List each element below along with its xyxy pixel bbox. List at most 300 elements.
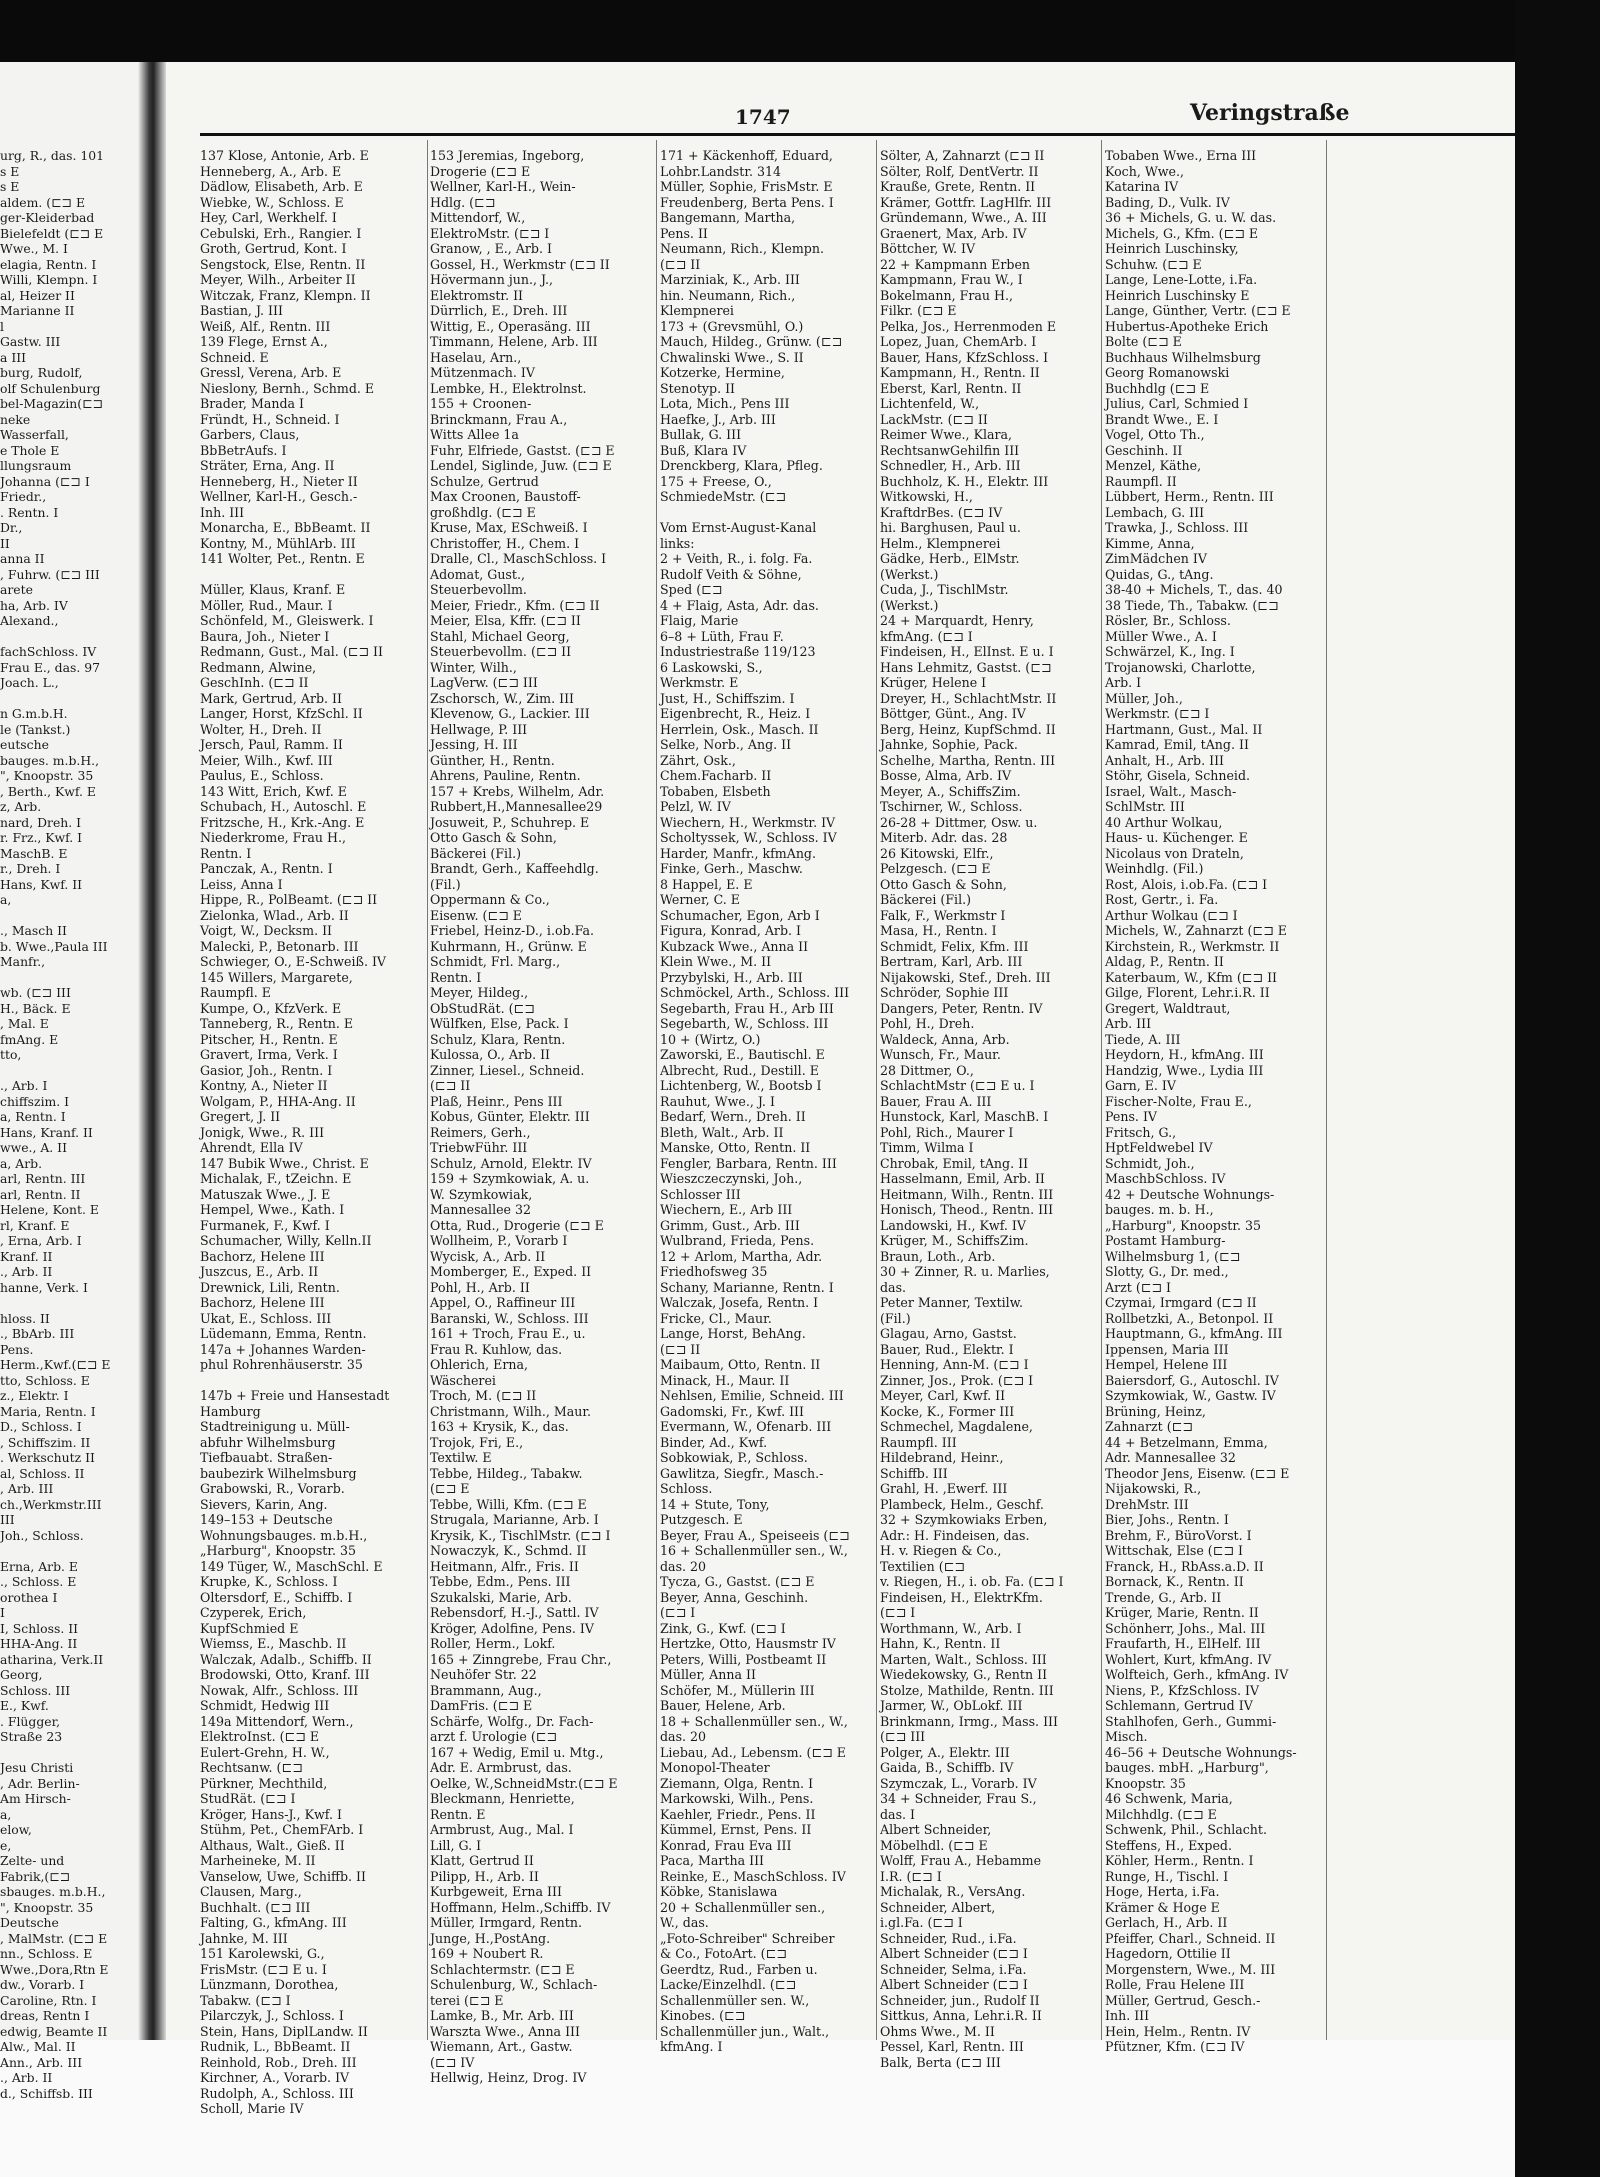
directory-line bbox=[0, 1543, 140, 1559]
directory-line: Gastw. III bbox=[0, 334, 61, 349]
directory-line: Przybylski, H., Arb. III bbox=[660, 969, 803, 985]
directory-line: nn., Schloss. E bbox=[0, 1946, 93, 1961]
directory-line: Klempnerei bbox=[660, 303, 734, 318]
directory-line: Pürkner, Mechthild, bbox=[200, 1775, 328, 1791]
directory-line: Meyer, Carl, Kwf. II bbox=[880, 1388, 1006, 1403]
directory-line: le (Tankst.) bbox=[0, 721, 71, 737]
directory-line: Jahnke, Sophie, Pack. bbox=[880, 737, 1018, 752]
directory-line: anna II bbox=[0, 551, 45, 566]
directory-line: Chem.Facharb. II bbox=[660, 768, 772, 783]
directory-line: Schallenmüller jun., Walt., bbox=[660, 2023, 830, 2039]
directory-column-1 bbox=[200, 148, 422, 2116]
directory-line: Hans, Kwf. II bbox=[0, 876, 83, 892]
directory-line: Böttcher, W. IV bbox=[880, 241, 976, 256]
directory-line: Bading, D., Vulk. IV bbox=[1105, 194, 1230, 210]
directory-line: Bullak, G. III bbox=[660, 427, 742, 442]
directory-line: Zaworski, E., Bautischl. E bbox=[660, 1047, 825, 1062]
directory-line: ., Masch II bbox=[0, 923, 67, 938]
directory-line: Ukat, E., Schloss. III bbox=[200, 1310, 332, 1326]
directory-line: 42 + Deutsche Wohnungs- bbox=[1105, 1186, 1275, 1202]
directory-line: Stein, Hans, DiplLandw. II bbox=[200, 2023, 368, 2039]
directory-line: Wycisk, A., Arb. II bbox=[430, 1248, 546, 1264]
directory-line: Heitmann, Wilh., Rentn. III bbox=[880, 1186, 1054, 1202]
directory-line: Manske, Otto, Rentn. II bbox=[660, 1140, 811, 1155]
directory-line: Mittendorf, W., bbox=[430, 210, 526, 225]
directory-line: Kröger, Adolfine, Pens. IV bbox=[430, 1620, 594, 1636]
directory-line: Schumacher, Egon, Arb I bbox=[660, 907, 820, 923]
directory-line: Cebulski, Erh., Rangier. I bbox=[200, 225, 362, 241]
directory-line: Koch, Wwe., bbox=[1105, 163, 1185, 179]
directory-line: Steuerbevollm. bbox=[430, 582, 527, 597]
directory-line: Ohlerich, Erna, bbox=[430, 1357, 528, 1372]
directory-line bbox=[0, 629, 140, 645]
directory-line: nard, Dreh. I bbox=[0, 814, 82, 830]
directory-line: ", Knoopstr. 35 bbox=[0, 768, 94, 783]
directory-line: Wolter, H., Dreh. II bbox=[200, 721, 322, 737]
directory-line: Walczak, Adalb., Schiffb. II bbox=[200, 1651, 372, 1667]
directory-line: 12 + Arlom, Martha, Adr. bbox=[660, 1248, 823, 1264]
directory-line: ElektroInst. (⊏⊐ E bbox=[200, 1729, 320, 1744]
directory-line: Michels, G., Kfm. (⊏⊐ E bbox=[1105, 225, 1259, 241]
directory-line: Wolgam, P., HHA-Ang. II bbox=[200, 1093, 356, 1109]
directory-line: Wolfteich, Gerh., kfmAng. IV bbox=[1105, 1667, 1289, 1682]
directory-line: Fraufarth, H., ElHelf. III bbox=[1105, 1636, 1261, 1651]
directory-line: Postamt Hamburg- bbox=[1105, 1233, 1226, 1248]
directory-line: Troch, M. (⊏⊐ II bbox=[430, 1388, 537, 1403]
directory-line: Sievers, Karin, Ang. bbox=[200, 1496, 328, 1512]
directory-line: Bielefeldt (⊏⊐ E bbox=[0, 225, 104, 241]
directory-line: 145 Willers, Margarete, bbox=[200, 969, 353, 985]
directory-line: Meyer, Hildeg., bbox=[430, 985, 529, 1000]
directory-line: Dürrlich, E., Dreh. III bbox=[430, 303, 568, 318]
directory-line: Waldeck, Anna, Arb. bbox=[880, 1031, 1010, 1047]
directory-line: 46–56 + Deutsche Wohnungs- bbox=[1105, 1744, 1297, 1760]
directory-line: Strugala, Marianne, Arb. I bbox=[430, 1512, 599, 1527]
directory-line: Pelzl, W. IV bbox=[660, 799, 731, 814]
directory-line: a III bbox=[0, 349, 27, 365]
directory-line: edwig, Beamte II bbox=[0, 2023, 108, 2039]
directory-line: Tobaben, Elsbeth bbox=[660, 783, 771, 799]
directory-line: al, Schloss. II bbox=[0, 1465, 85, 1481]
directory-line: Mützenmach. IV bbox=[430, 365, 535, 380]
directory-line: Schmidt, Joh., bbox=[1105, 1155, 1195, 1171]
directory-line: Peter Manner, Textilw. bbox=[880, 1295, 1023, 1310]
directory-line bbox=[200, 1373, 422, 1389]
directory-line: Henning, Ann-M. (⊏⊐ I bbox=[880, 1357, 1029, 1372]
directory-line: Schneider, jun., Rudolf II bbox=[880, 1992, 1040, 2008]
directory-line: Zielonka, Wlad., Arb. II bbox=[200, 907, 349, 923]
directory-line: Raumpfl. E bbox=[200, 985, 271, 1000]
directory-line: Dädlow, Elisabeth, Arb. E bbox=[200, 179, 363, 194]
directory-line: Gadomski, Fr., Kwf. III bbox=[660, 1403, 804, 1419]
directory-line: Freudenberg, Berta Pens. I bbox=[660, 194, 834, 210]
directory-line: Falk, F., Werkmstr I bbox=[880, 907, 1006, 923]
directory-line: das. I bbox=[880, 1806, 916, 1822]
directory-line: SchlachtMstr (⊏⊐ E u. I bbox=[880, 1078, 1035, 1093]
directory-line: Hildebrand, Heinr., bbox=[880, 1450, 1004, 1465]
directory-line: elow, bbox=[0, 1822, 32, 1837]
directory-line: Junge, H.,PostAng. bbox=[430, 1930, 551, 1946]
directory-line: Schiffb. III bbox=[880, 1465, 948, 1481]
directory-line: Redmann, Gust., Mal. (⊏⊐ II bbox=[200, 644, 383, 659]
directory-line: Adr. Mannesallee 32 bbox=[1105, 1450, 1236, 1465]
directory-line: Pilarczyk, J., Schloss. I bbox=[200, 2008, 344, 2023]
directory-line: 26-28 + Dittmer, Osw. u. bbox=[880, 814, 1038, 830]
directory-line: das. bbox=[880, 1279, 907, 1295]
directory-line: z, Arb. bbox=[0, 799, 42, 814]
directory-line: . Flügger, bbox=[0, 1713, 61, 1729]
directory-line: Fischer-Nolte, Frau E., bbox=[1105, 1093, 1252, 1109]
directory-line: wwe., A. II bbox=[0, 1140, 67, 1155]
directory-line: Rauhut, Wwe., J. I bbox=[660, 1093, 775, 1109]
directory-line: Timmann, Helene, Arb. III bbox=[430, 334, 598, 349]
directory-line: bauges. mbH. „Harburg", bbox=[1105, 1760, 1269, 1775]
directory-line: Sölter, Rolf, DentVertr. II bbox=[880, 163, 1039, 179]
directory-line: Müller, Anna II bbox=[660, 1667, 756, 1682]
directory-line: Pilipp, H., Arb. II bbox=[430, 1868, 539, 1884]
directory-line: Selke, Norb., Ang. II bbox=[660, 737, 792, 752]
directory-line: Dralle, Cl., MaschSchloss. I bbox=[430, 551, 607, 566]
directory-line: Köbke, Stanislawa bbox=[660, 1884, 778, 1899]
directory-line: Meier, Friedr., Kfm. (⊏⊐ II bbox=[430, 597, 600, 613]
directory-line: Czymai, Irmgard (⊏⊐ II bbox=[1105, 1295, 1257, 1310]
directory-line: Chrobak, Emil, tAng. II bbox=[880, 1155, 1029, 1171]
directory-line: Tiede, A. III bbox=[1105, 1031, 1181, 1047]
directory-line: Gravert, Irma, Verk. I bbox=[200, 1047, 338, 1062]
directory-line: ., BbArb. III bbox=[0, 1326, 75, 1341]
directory-line: Stühm, Pet., ChemFArb. I bbox=[200, 1822, 364, 1837]
directory-line: Schwieger, O., E-Schweiß. IV bbox=[200, 954, 387, 969]
directory-column-4 bbox=[880, 148, 1102, 2070]
directory-line: abfuhr Wilhelmsburg bbox=[200, 1434, 336, 1450]
directory-line: hin. Neumann, Rich., bbox=[660, 287, 796, 303]
directory-line: Dr., bbox=[0, 520, 23, 535]
directory-line: Herrlein, Osk., Masch. II bbox=[660, 721, 819, 737]
directory-line: Bosse, Alma, Arb. IV bbox=[880, 768, 1012, 783]
directory-line: Beyer, Anna, Geschinh. bbox=[660, 1589, 809, 1605]
directory-line: Ippensen, Maria III bbox=[1105, 1341, 1229, 1357]
directory-line: Szukalski, Marie, Arb. bbox=[430, 1589, 572, 1605]
directory-line: 155 + Croonen- bbox=[430, 396, 532, 411]
directory-line: Reimer Wwe., Klara, bbox=[880, 427, 1013, 442]
directory-line: Bachorz, Helene III bbox=[200, 1295, 325, 1310]
directory-line: Sträter, Erna, Ang. II bbox=[200, 458, 335, 473]
directory-line: Czyperek, Erich, bbox=[200, 1605, 307, 1620]
directory-line: großhdlg. (⊏⊐ E bbox=[430, 504, 536, 520]
directory-line: Wülfken, Else, Pack. I bbox=[430, 1016, 569, 1031]
directory-line: Erna, Arb. E bbox=[0, 1558, 78, 1574]
directory-line: Hellwage, P. III bbox=[430, 721, 528, 737]
directory-line: 141 Wolter, Pet., Rentn. E bbox=[200, 551, 365, 566]
directory-line: Max Croonen, Baustoff- bbox=[430, 489, 581, 504]
directory-line: Rudolph, A., Schloss. III bbox=[200, 2085, 354, 2101]
directory-line: Gründemann, Wwe., A. III bbox=[880, 210, 1047, 225]
directory-line: Lill, G. I bbox=[430, 1837, 482, 1853]
directory-line: Schlachtermstr. (⊏⊐ E bbox=[430, 1961, 575, 1977]
directory-line: (⊏⊐ II bbox=[660, 1341, 701, 1357]
directory-line: ", Knoopstr. 35 bbox=[0, 1899, 94, 1915]
directory-line: Bastian, J. III bbox=[200, 303, 283, 318]
directory-line: Tebbe, Edm., Pens. III bbox=[430, 1574, 571, 1589]
directory-line: DamFris. (⊏⊐ E bbox=[430, 1698, 533, 1713]
directory-line: Gilge, Florent, Lehr.i.R. II bbox=[1105, 985, 1270, 1000]
directory-line: Paca, Martha III bbox=[660, 1853, 765, 1868]
directory-line: Grahl, H. ,Ewerf. III bbox=[880, 1481, 1008, 1496]
directory-line: 38 Tiede, Th., Tabakw. (⊏⊐ bbox=[1105, 597, 1279, 613]
directory-line: Franck, H., RbAss.a.D. II bbox=[1105, 1558, 1264, 1574]
directory-line: Schloss. III bbox=[0, 1682, 71, 1698]
directory-line: n G.m.b.H. bbox=[0, 706, 68, 721]
directory-line: (⊏⊐ I bbox=[660, 1605, 696, 1620]
book-gutter bbox=[138, 62, 166, 2042]
directory-line: a, bbox=[0, 1806, 12, 1822]
directory-line: 24 + Marquardt, Henry, bbox=[880, 613, 1034, 628]
directory-line: r., Dreh. I bbox=[0, 861, 61, 876]
directory-line: Scholtyssek, W., Schloss. IV bbox=[660, 830, 837, 845]
directory-line: s E bbox=[0, 179, 20, 194]
column-separator bbox=[427, 140, 428, 2040]
directory-line: Sittkus, Anna, Lehr.i.R. II bbox=[880, 2008, 1042, 2023]
directory-line: „Harburg", Knoopstr. 35 bbox=[1105, 1217, 1262, 1233]
directory-line: arl, Rentn. III bbox=[0, 1171, 86, 1186]
directory-line: Fründt, H., Schneid. I bbox=[200, 411, 340, 427]
directory-line: Glagau, Arno, Gastst. bbox=[880, 1326, 1017, 1341]
directory-line: , Arb. III bbox=[0, 1481, 54, 1496]
directory-line: Schubach, H., Autoschl. E bbox=[200, 799, 367, 814]
directory-line: Stenotyp. II bbox=[660, 380, 736, 396]
directory-line: Leiss, Anna I bbox=[200, 876, 283, 892]
directory-line: Reinhold, Rob., Dreh. III bbox=[200, 2054, 357, 2070]
directory-line: Nehlsen, Emilie, Schneid. III bbox=[660, 1388, 844, 1403]
directory-line: 46 Schwenk, Maria, bbox=[1105, 1791, 1233, 1806]
directory-line: Worthmann, W., Arb. I bbox=[880, 1620, 1022, 1636]
directory-line: Jonigk, Wwe., R. III bbox=[200, 1124, 325, 1140]
directory-line: Anhalt, H., Arb. III bbox=[1105, 752, 1225, 768]
directory-line: Kulossa, O., Arb. II bbox=[430, 1047, 551, 1062]
directory-line: Tanneberg, R., Rentn. E bbox=[200, 1016, 354, 1031]
directory-line: Harder, Manfr., kfmAng. bbox=[660, 845, 816, 861]
directory-line: 139 Flege, Ernst A., bbox=[200, 334, 328, 349]
directory-line: Lichtenberg, W., Bootsb I bbox=[660, 1078, 822, 1093]
directory-line: Lopez, Juan, ChemArb. I bbox=[880, 334, 1037, 349]
directory-line: Vanselow, Uwe, Schiffb. II bbox=[200, 1868, 367, 1884]
directory-line: Zink, G., Kwf. (⊏⊐ I bbox=[660, 1620, 786, 1636]
directory-line: Trende, G., Arb. II bbox=[1105, 1589, 1222, 1605]
directory-line: (Fil.) bbox=[430, 876, 461, 892]
directory-line: Caroline, Rtn. I bbox=[0, 1992, 97, 2008]
directory-line: Bertram, Karl, Arb. III bbox=[880, 954, 1023, 969]
directory-line: Otta, Rud., Drogerie (⊏⊐ E bbox=[430, 1217, 604, 1233]
directory-line: Köhler, Herm., Rentn. I bbox=[1105, 1853, 1254, 1868]
directory-line: ch.,Werkmstr.III bbox=[0, 1496, 102, 1512]
directory-line: Bauer, Rud., Elektr. I bbox=[880, 1341, 1014, 1357]
directory-line: Schnedler, H., Arb. III bbox=[880, 458, 1021, 473]
directory-line: Graenert, Max, Arb. IV bbox=[880, 225, 1027, 241]
directory-line: 149–153 + Deutsche bbox=[200, 1512, 333, 1527]
directory-line: Raumpfl. III bbox=[880, 1434, 957, 1450]
directory-line: Dreyer, H., SchlachtMstr. II bbox=[880, 690, 1057, 706]
directory-line: Gawlitza, Siegfr., Masch.- bbox=[660, 1465, 824, 1481]
directory-line bbox=[0, 1063, 140, 1079]
directory-line: , MalMstr. (⊏⊐ E bbox=[0, 1930, 108, 1946]
directory-line: Müller, Joh., bbox=[1105, 690, 1183, 706]
directory-line: Schulenburg, W., Schlach- bbox=[430, 1977, 598, 1992]
directory-line: Rolle, Frau Helene III bbox=[1105, 1977, 1245, 1992]
directory-line: (Werkst.) bbox=[880, 597, 939, 613]
directory-line: Pfeiffer, Charl., Schneid. II bbox=[1105, 1930, 1276, 1946]
directory-line: Rechtsanw. (⊏⊐ bbox=[200, 1760, 303, 1775]
directory-line: 165 + Zinngrebe, Frau Chr., bbox=[430, 1651, 612, 1667]
directory-line: D., Schloss. I bbox=[0, 1419, 82, 1434]
directory-line: Adomat, Gust., bbox=[430, 566, 525, 582]
directory-line: Gossel, H., Werkmstr (⊏⊐ II bbox=[430, 256, 610, 272]
directory-line: , Fuhrw. (⊏⊐ III bbox=[0, 566, 100, 582]
directory-line: Wasserfall, bbox=[0, 427, 69, 442]
directory-line: Schmidt, Felix, Kfm. III bbox=[880, 938, 1029, 954]
directory-line: Garn, E. IV bbox=[1105, 1078, 1176, 1093]
directory-line: Arb. I bbox=[1105, 675, 1142, 690]
directory-line: Runge, H., Tischl. I bbox=[1105, 1868, 1229, 1884]
directory-line: Adr.: H. Findeisen, das. bbox=[880, 1527, 1030, 1543]
directory-line: Vogel, Otto Th., bbox=[1105, 427, 1205, 442]
directory-line: Bangemann, Martha, bbox=[660, 210, 796, 225]
directory-line: Kruse, Max, ESchweiß. I bbox=[430, 520, 588, 535]
directory-line: Bäckerei (Fil.) bbox=[430, 845, 522, 861]
directory-line: Groth, Gertrud, Kont. I bbox=[200, 241, 347, 256]
directory-line: Kumpe, O., KfzVerk. E bbox=[200, 1000, 342, 1016]
directory-line: Bleth, Walt., Arb. II bbox=[660, 1124, 784, 1140]
directory-line: 151 Karolewski, G., bbox=[200, 1946, 325, 1961]
directory-line: StudRät. (⊏⊐ I bbox=[200, 1791, 296, 1806]
directory-line: Wohlert, Kurt, kfmAng. IV bbox=[1105, 1651, 1272, 1667]
directory-line: Textilien (⊏⊐ bbox=[880, 1558, 965, 1574]
directory-line: Monopol-Theater bbox=[660, 1760, 770, 1775]
directory-line: Kaehler, Friedr., Pens. II bbox=[660, 1806, 816, 1822]
directory-line: Kobus, Günter, Elektr. III bbox=[430, 1109, 590, 1124]
directory-line: Vom Ernst-August-Kanal bbox=[660, 520, 817, 535]
directory-line: Stöhr, Gisela, Schneid. bbox=[1105, 768, 1251, 783]
directory-line: Marianne II bbox=[0, 303, 75, 318]
directory-line: 18 + Schallenmüller sen., W., bbox=[660, 1713, 848, 1729]
directory-line: 20 + Schallenmüller sen., bbox=[660, 1899, 826, 1915]
directory-line: llungsraum bbox=[0, 458, 72, 473]
directory-line: Schmidt, Frl. Marg., bbox=[430, 954, 561, 969]
directory-line: Schröder, Sophie III bbox=[880, 985, 1009, 1000]
directory-line: Krämer & Hoge E bbox=[1105, 1899, 1220, 1915]
directory-line: Pitscher, H., Rentn. E bbox=[200, 1031, 338, 1047]
directory-line: Zinner, Liesel., Schneid. bbox=[430, 1062, 585, 1078]
directory-line: Lota, Mich., Pens III bbox=[660, 396, 790, 411]
directory-line: Deutsche bbox=[0, 1915, 59, 1930]
directory-line: Helene, Kont. E bbox=[0, 1202, 99, 1217]
directory-line: Albrecht, Rud., Destill. E bbox=[660, 1062, 819, 1078]
directory-line: Textilw. E bbox=[430, 1450, 492, 1465]
directory-line: Gerlach, H., Arb. II bbox=[1105, 1915, 1228, 1930]
directory-line: Gädke, Herb., ElMstr. bbox=[880, 551, 1020, 566]
directory-line: Sped (⊏⊐ bbox=[660, 582, 723, 597]
directory-line: ., Arb. II bbox=[0, 2070, 53, 2085]
directory-line: Tobaben Wwe., Erna III bbox=[1105, 148, 1257, 163]
directory-line: DrehMstr. III bbox=[1105, 1496, 1189, 1512]
directory-line: 32 + Szymkowiaks Erben, bbox=[880, 1512, 1048, 1527]
directory-line: atharina, Verk.II bbox=[0, 1651, 104, 1667]
directory-line: Inh. III bbox=[1105, 2008, 1150, 2023]
directory-line: Lendel, Siglinde, Juw. (⊏⊐ E bbox=[430, 458, 612, 473]
directory-line: Buchhaus Wilhelmsburg bbox=[1105, 349, 1261, 365]
directory-line: 159 + Szymkowiak, A. u. bbox=[430, 1171, 590, 1186]
directory-line: Michalak, F., tZeichn. E bbox=[200, 1171, 352, 1186]
directory-column-3 bbox=[660, 148, 880, 2054]
directory-line: Stolze, Mathilde, Rentn. III bbox=[880, 1682, 1054, 1698]
directory-line: elagia, Rentn. I bbox=[0, 256, 97, 272]
directory-line: Minack, H., Maur. II bbox=[660, 1372, 790, 1388]
directory-line: Braun, Loth., Arb. bbox=[880, 1248, 996, 1264]
directory-line: Katerbaum, W., Kfm (⊏⊐ II bbox=[1105, 969, 1278, 985]
directory-line: Flaig, Marie bbox=[660, 613, 739, 628]
directory-line: Günther, H., Rentn. bbox=[430, 752, 555, 768]
directory-line: Wittig, E., Operasäng. III bbox=[430, 318, 591, 334]
directory-line: SchmiedeMstr. (⊏⊐ bbox=[660, 489, 787, 504]
directory-line: tto, Schloss. E bbox=[0, 1372, 90, 1388]
directory-line: Jahnke, M. III bbox=[200, 1930, 288, 1946]
directory-line: Buß, Klara IV bbox=[660, 442, 747, 458]
directory-line: Konrad, Frau Eva III bbox=[660, 1837, 792, 1853]
directory-line: 16 + Schallenmüller sen., W., bbox=[660, 1543, 848, 1558]
directory-line: chiffszim. I bbox=[0, 1093, 70, 1109]
directory-line: Manfr., bbox=[0, 954, 46, 969]
directory-line: hi. Barghusen, Paul u. bbox=[880, 520, 1021, 535]
directory-line: Kamrad, Emil, tAng. II bbox=[1105, 737, 1249, 752]
directory-line: Schumacher, Willy, Kelln.II bbox=[200, 1233, 372, 1248]
directory-line: Steuerbevollm. (⊏⊐ II bbox=[430, 644, 572, 659]
directory-line: 147 Bubik Wwe., Christ. E bbox=[200, 1155, 369, 1171]
directory-line: II bbox=[0, 535, 10, 551]
directory-line: E., Kwf. bbox=[0, 1698, 49, 1713]
directory-line: Bokelmann, Frau H., bbox=[880, 287, 1013, 303]
directory-line: Geerdtz, Rud., Farben u. bbox=[660, 1961, 818, 1977]
directory-line: Krysik, K., TischlMstr. (⊏⊐ I bbox=[430, 1527, 611, 1543]
directory-line: Oppermann & Co., bbox=[430, 892, 550, 907]
directory-line: Josuweit, P., Schuhrep. E bbox=[430, 814, 590, 830]
directory-line: Böttger, Günt., Ang. IV bbox=[880, 706, 1026, 721]
directory-line: rl, Kranf. E bbox=[0, 1217, 70, 1233]
directory-line: „Foto-Schreiber" Schreiber bbox=[660, 1930, 835, 1946]
directory-line: l bbox=[0, 318, 4, 334]
directory-line: Stahl, Michael Georg, bbox=[430, 628, 570, 644]
directory-line: Bäckerei (Fil.) bbox=[880, 892, 972, 907]
directory-line: Jarmer, W., ObLokf. III bbox=[880, 1698, 1023, 1713]
directory-line: ger-Kleiderbad bbox=[0, 210, 95, 225]
directory-line: Schärfe, Wolfg., Dr. Fach- bbox=[430, 1713, 594, 1729]
directory-line: Lüdemann, Emma, Rentn. bbox=[200, 1326, 367, 1341]
directory-line: Kocke, K., Former III bbox=[880, 1403, 1015, 1419]
directory-line: Lembach, G. III bbox=[1105, 504, 1205, 520]
directory-line: Walczak, Josefa, Rentn. I bbox=[660, 1295, 819, 1310]
directory-line: Falting, G., kfmAng. III bbox=[200, 1915, 347, 1930]
directory-line: Wiebke, W., Schloss. E bbox=[200, 194, 344, 210]
directory-line: Müller Wwe., A. I bbox=[1105, 628, 1217, 644]
directory-line: Schöfer, M., Müllerin III bbox=[660, 1682, 815, 1698]
directory-line: Hans Lehmitz, Gastst. (⊏⊐ bbox=[880, 659, 1052, 675]
directory-line: Krüger, M., SchiffsZim. bbox=[880, 1233, 1029, 1248]
directory-line: KraftdrBes. (⊏⊐ IV bbox=[880, 504, 1003, 520]
directory-line: neke bbox=[0, 411, 31, 427]
directory-line: 171 + Käckenhoff, Eduard, bbox=[660, 148, 833, 163]
directory-line: Lacke/Einzelhdl. (⊏⊐ bbox=[660, 1977, 797, 1992]
directory-line: Rentn. E bbox=[430, 1806, 486, 1822]
directory-line: (⊏⊐ E bbox=[430, 1481, 470, 1496]
directory-line: Schlemann, Gertrud IV bbox=[1105, 1698, 1253, 1713]
